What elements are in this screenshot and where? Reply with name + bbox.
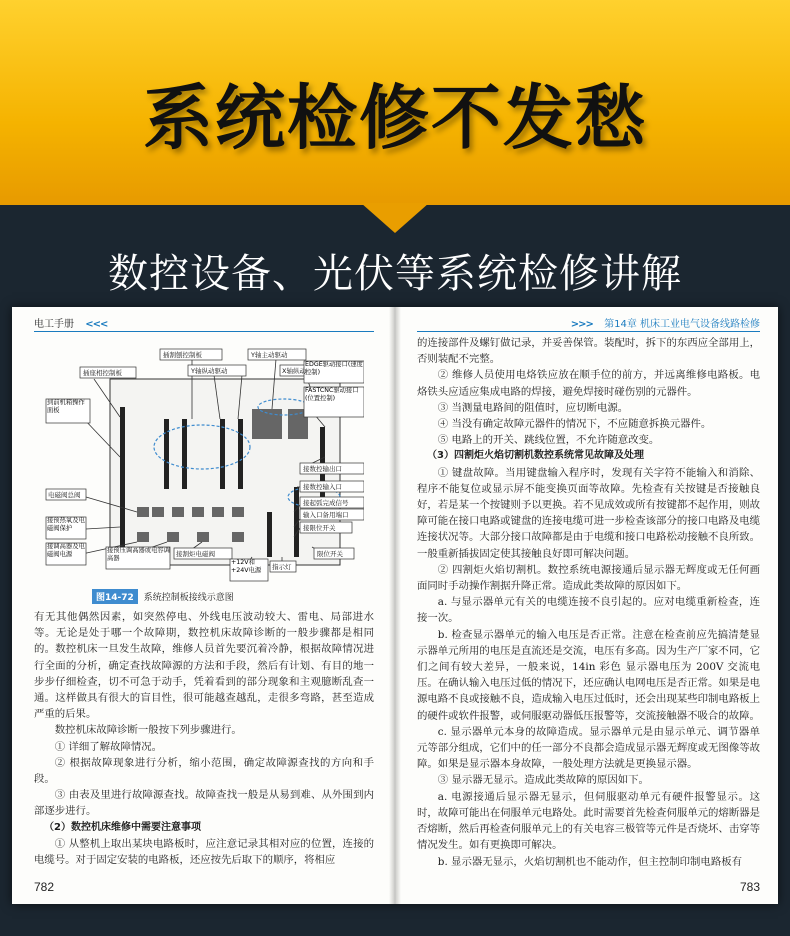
paragraph: b. 检查显示器单元的输入电压是否正常。注意在检查前应先搞清楚显示器单元所用的电压是直流还是交流，电压有多高。因为生产厂家不同，它们之间有较大差异，一般来说，14in 彩色 显示器电压为 200V 交流电压。在确认输入电压过低的情况下，还应确认电网电压是否正常。如果是电源电路不良或接触不良，造成输入电压过低时，还会出现某些印制电路板上的硬件或软件报警，或伺服驱动器低压报警等，交流接触器不吸合的故障。: [417, 628, 760, 722]
fig-label: 限位开关: [317, 550, 343, 558]
fig-label: 接预压调高器或电容调高器: [107, 547, 170, 562]
paragraph: ⑤ 电路上的开关、跳线位置，不允许随意改变。: [437, 434, 660, 447]
banner-pointer: [361, 203, 429, 233]
book-spread: [12, 307, 778, 904]
left-running-title: 电工手册: [34, 319, 74, 330]
paragraph: a. 电源接通后显示器无显示，但伺服驱动单元有硬件报警显示。这时，故障可能出在伺服单元电路处。此时需要首先检查伺服单元的熔断器是否熔断，然后再检查伺服单元上的有关电容三极管等元件是否烧坏、击穿等情况发生。如有更换即可解决。: [417, 790, 760, 852]
fig-label: 接数控输入口: [303, 483, 342, 491]
left-page-number: 782: [34, 880, 55, 894]
paragraph: c. 显示器单元本身的故障造成。显示器单元是由显示单元、调节器单元等部分组成，它们中的任一部分不良都会造成显示器无辉度或无图像等故障。如果是显示器本身故障，一般处理方法就是更换显示器。: [417, 725, 760, 771]
fig-label: X轴纵动: [282, 367, 306, 375]
paragraph: ② 四割炬火焰切割机。数控系统电源接通后显示器无辉度或无任何画面同时手动操作割据升降正常。造成此类故障的原因如下。: [417, 563, 760, 593]
fig-label: 接预热氧及电磁阀保护: [47, 517, 85, 532]
paragraph: 数控机床故障诊断一般按下列步骤进行。: [54, 724, 242, 737]
paragraph: ③ 显示器无显示。造成此类故障的原因如下。: [437, 774, 649, 787]
fig-label: 接起弧完成信号: [303, 499, 349, 507]
fig-label: 接割炬电磁阀: [176, 550, 215, 558]
fig-label: EDGE驱动接口(速度控制): [305, 361, 363, 376]
left-running-arrows: <<<: [85, 319, 108, 330]
fig-label: FASTCNC驱动接口(位置控制): [305, 387, 359, 402]
left-running-head: [34, 315, 107, 330]
fig-label: 到前机箱操作面板: [47, 399, 85, 414]
paragraph: a. 与显示器单元有关的电缆连接不良引起的。应对电缆重新检查，连接一次。: [417, 596, 760, 625]
figure-caption: [92, 588, 317, 604]
subtitle: 数控设备、光伏等系统检修讲解: [108, 251, 682, 297]
right-head-rule: [417, 331, 760, 332]
fig-label: 接调高器及电磁阀电源: [47, 543, 85, 558]
fig-label: 插割刨控制板: [163, 351, 202, 359]
figure-number: 图14-72: [92, 589, 138, 604]
paragraph: ① 详细了解故障情况。: [54, 740, 163, 753]
fig-label: 电磁阀总阀: [48, 491, 81, 499]
paragraph: 的连接部件及螺钉做记录，并妥善保管。装配时，拆下的东西应全部用上，否则装配不完整。: [417, 337, 760, 366]
fig-label: 指示灯: [272, 563, 292, 571]
left-head-rule: [34, 331, 374, 332]
paragraph: ① 从整机上取出某块电路板时，应注意记录其相对应的位置，连接的电缆号。对于固定安装的电路板，还应按先后取下的顺序，将相应: [34, 837, 374, 867]
left-body-text: [34, 609, 374, 868]
fig-label: 接限位开关: [303, 524, 336, 532]
paragraph: ③ 由表及里进行故障源查找。故障查找一般是从易到难、从外围到内部逐步进行。: [34, 789, 374, 818]
fig-label: 输入口备用端口: [303, 511, 349, 519]
paragraph: ④ 当没有确定故障元器件的情况下，不应随意拆换元器件。: [437, 418, 712, 431]
fig-label: 插座相控制板: [83, 369, 122, 377]
headline: 系统检修不发愁: [143, 77, 647, 159]
fig-label: 接数控输出口: [303, 465, 342, 473]
paragraph: ② 根据故障现象进行分析，缩小范围，确定故障源查找的方向和手段。: [34, 756, 374, 786]
paragraph: ① 键盘故障。当用键盘输入程序时，发现有关字符不能输入和消除、程序不能复位或显示屏不能变换页面等故障。先检查有关按键是否接触良好，若是某一个按键则予以更换。若不见成效或所有按键都不起作用，则故障可能在接口电路或键盘的连接电缆可进一步检查该部分的接口电路及电缆连接状况等。大部分接口故障都是由于电缆和接口电路松动接触不良所致。一般重新插拔固定使其接触良好即可解决问题。: [417, 466, 760, 560]
book-spine: [389, 307, 401, 904]
right-page-number: 783: [739, 880, 760, 894]
section-heading: （3）四割炬火焰切割机数控系统常见故障及处理: [427, 450, 644, 462]
wiring-diagram: [42, 347, 364, 587]
paragraph: ② 维修人员使用电烙铁应放在顺手位的前方，并远离维修电路板。电烙铁头应适应集成电路的焊接，避免焊接时碰伤别的元器件。: [417, 369, 760, 398]
right-page: [395, 307, 778, 904]
fig-label: +12V和+24V电源: [231, 559, 262, 574]
figure-title: 系统控制板接线示意图: [143, 592, 234, 603]
fig-label: Y轴纵动驱动: [191, 367, 228, 375]
left-page: [12, 307, 395, 904]
right-running-head: [571, 315, 760, 330]
paragraph: ③ 当测量电路间的阻值时，应切断电源。: [437, 401, 629, 414]
paragraph: b. 显示器无显示，火焰切割机也不能动作，但主控制印制电路板有: [437, 855, 742, 868]
right-body-text: [417, 335, 760, 870]
right-running-title: 第14章 机床工业电气设备线路检修: [604, 319, 760, 330]
section-heading: （2）数控机床维修中需要注意事项: [44, 821, 201, 833]
right-running-arrows: >>>: [570, 319, 593, 330]
fig-label: Y轴主动驱动: [251, 351, 288, 359]
paragraph: 有无其他偶然因素，如突然停电、外线电压波动较大、雷电、局部进水等。无论是处于哪一个故障期，数控机床故障诊断的一般步骤都是相同的。数控机床一旦发生故障，维修人员首先要沉着冷静，根据故障情况进行全面的分析，确定查找故障源的方法和手段，然后有计划、有目的地一步步仔细检查，切不可急于动手，凭着看到的部分现象和主观臆断乱查一通。这样做具有很大的盲目性，很可能越查越乱，走很多弯路，甚至造成严重的后果。: [34, 611, 374, 721]
